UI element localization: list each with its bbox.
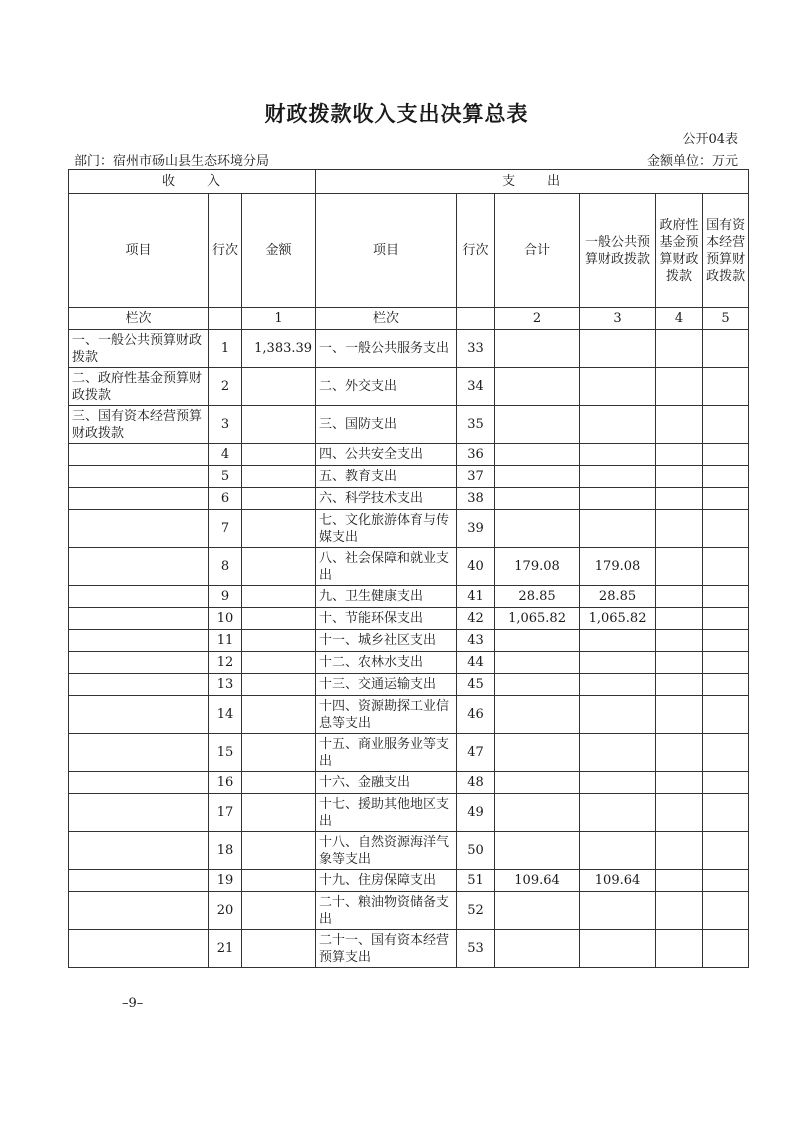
income-row-no: 20 xyxy=(209,892,242,930)
col-label: 栏次 xyxy=(69,308,209,330)
income-item xyxy=(69,794,209,832)
table-row xyxy=(69,466,749,488)
expense-row-no: 49 xyxy=(457,794,495,832)
expense-row-no: 42 xyxy=(457,608,495,630)
expense-item: 六、科学技术支出 xyxy=(316,488,457,510)
general-budget-amount xyxy=(580,368,656,406)
total-amount xyxy=(495,510,580,548)
state-capital-amount xyxy=(703,548,749,586)
column-header-row xyxy=(69,194,749,308)
income-item: 三、国有资本经营预算财政拨款 xyxy=(69,406,209,444)
gov-fund-amount xyxy=(656,548,703,586)
general-budget-amount xyxy=(580,674,656,696)
state-capital-amount xyxy=(703,832,749,870)
expense-header: 支 出 xyxy=(316,170,749,194)
general-budget-amount xyxy=(580,406,656,444)
gov-fund-amount xyxy=(656,674,703,696)
budget-table xyxy=(68,169,749,968)
income-item xyxy=(69,892,209,930)
expense-item-header: 项目 xyxy=(316,194,457,308)
total-amount xyxy=(495,696,580,734)
income-amount xyxy=(242,510,316,548)
expense-item: 十九、住房保障支出 xyxy=(316,870,457,892)
income-amount xyxy=(242,696,316,734)
state-capital-amount xyxy=(703,368,749,406)
table-row xyxy=(69,892,749,930)
col-label: 栏次 xyxy=(316,308,457,330)
income-row-no: 6 xyxy=(209,488,242,510)
income-row-no: 21 xyxy=(209,930,242,968)
gov-fund-amount xyxy=(656,870,703,892)
total-amount xyxy=(495,406,580,444)
gov-fund-amount xyxy=(656,652,703,674)
income-row-no: 8 xyxy=(209,548,242,586)
table-row xyxy=(69,832,749,870)
state-capital-amount xyxy=(703,406,749,444)
gov-fund-amount xyxy=(656,586,703,608)
expense-item: 十、节能环保支出 xyxy=(316,608,457,630)
total-amount xyxy=(495,794,580,832)
income-row-no: 14 xyxy=(209,696,242,734)
gov-fund-amount xyxy=(656,930,703,968)
col-index-5: 5 xyxy=(703,308,749,330)
expense-item: 十一、城乡社区支出 xyxy=(316,630,457,652)
form-number: 公开04表 xyxy=(682,132,738,147)
total-amount xyxy=(495,368,580,406)
expense-row-no: 46 xyxy=(457,696,495,734)
total-amount xyxy=(495,444,580,466)
table-row xyxy=(69,794,749,832)
expense-row-no: 35 xyxy=(457,406,495,444)
income-amount xyxy=(242,734,316,772)
income-row-no: 1 xyxy=(209,330,242,368)
total-amount xyxy=(495,488,580,510)
expense-row-no: 40 xyxy=(457,548,495,586)
income-amount xyxy=(242,368,316,406)
col-index-1: 1 xyxy=(242,308,316,330)
total-amount xyxy=(495,930,580,968)
state-capital-amount xyxy=(703,930,749,968)
expense-item: 十四、资源勘探工业信息等支出 xyxy=(316,696,457,734)
income-item xyxy=(69,930,209,968)
total-amount xyxy=(495,330,580,368)
expense-row-no: 43 xyxy=(457,630,495,652)
state-capital-amount xyxy=(703,444,749,466)
total-header: 合计 xyxy=(495,194,580,308)
expense-item: 三、国防支出 xyxy=(316,406,457,444)
expense-item: 十二、农林水支出 xyxy=(316,652,457,674)
income-item xyxy=(69,696,209,734)
gov-fund-amount xyxy=(656,734,703,772)
total-amount: 109.64 xyxy=(495,870,580,892)
general-budget-amount xyxy=(580,444,656,466)
income-amount xyxy=(242,870,316,892)
gov-fund-amount xyxy=(656,772,703,794)
income-item xyxy=(69,832,209,870)
income-amount-header: 金额 xyxy=(242,194,316,308)
income-amount: 1,383.39 xyxy=(242,330,316,368)
expense-item: 四、公共安全支出 xyxy=(316,444,457,466)
total-amount: 179.08 xyxy=(495,548,580,586)
expense-item: 十七、援助其他地区支出 xyxy=(316,794,457,832)
table-row xyxy=(69,734,749,772)
expense-item: 十三、交通运输支出 xyxy=(316,674,457,696)
table-row xyxy=(69,870,749,892)
income-row-no: 9 xyxy=(209,586,242,608)
state-capital-amount xyxy=(703,510,749,548)
general-budget-amount xyxy=(580,930,656,968)
state-capital-amount xyxy=(703,772,749,794)
income-amount xyxy=(242,406,316,444)
expense-item: 二十、粮油物资储备支出 xyxy=(316,892,457,930)
total-amount: 28.85 xyxy=(495,586,580,608)
income-amount xyxy=(242,488,316,510)
income-item xyxy=(69,870,209,892)
total-amount xyxy=(495,674,580,696)
income-item xyxy=(69,608,209,630)
general-budget-amount xyxy=(580,488,656,510)
gov-fund-amount xyxy=(656,406,703,444)
income-amount xyxy=(242,466,316,488)
expense-row-no: 53 xyxy=(457,930,495,968)
income-amount xyxy=(242,548,316,586)
gov-fund-amount xyxy=(656,368,703,406)
income-amount xyxy=(242,930,316,968)
income-row-no: 17 xyxy=(209,794,242,832)
income-row-no-header: 行次 xyxy=(209,194,242,308)
income-item: 二、政府性基金预算财政拨款 xyxy=(69,368,209,406)
unit-label: 金额单位：万元 xyxy=(646,154,738,169)
gov-fund-header: 政府性基金预算财政拨款 xyxy=(656,194,703,308)
state-capital-amount xyxy=(703,488,749,510)
income-item xyxy=(69,548,209,586)
income-amount xyxy=(242,892,316,930)
total-amount xyxy=(495,892,580,930)
state-capital-amount xyxy=(703,696,749,734)
total-amount xyxy=(495,630,580,652)
income-item xyxy=(69,488,209,510)
state-capital-header: 国有资本经营预算财政拨款 xyxy=(703,194,749,308)
income-item xyxy=(69,444,209,466)
expense-item: 一、一般公共服务支出 xyxy=(316,330,457,368)
gov-fund-amount xyxy=(656,630,703,652)
general-budget-amount xyxy=(580,734,656,772)
expense-row-no: 34 xyxy=(457,368,495,406)
income-row-no: 16 xyxy=(209,772,242,794)
state-capital-amount xyxy=(703,586,749,608)
expense-row-no: 52 xyxy=(457,892,495,930)
income-row-no: 5 xyxy=(209,466,242,488)
state-capital-amount xyxy=(703,330,749,368)
page-title: 财政拨款收入支出决算总表 xyxy=(264,101,529,126)
income-row-no: 3 xyxy=(209,406,242,444)
total-amount xyxy=(495,466,580,488)
table-row xyxy=(69,510,749,548)
income-amount xyxy=(242,832,316,870)
expense-item: 二、外交支出 xyxy=(316,368,457,406)
state-capital-amount xyxy=(703,734,749,772)
gov-fund-amount xyxy=(656,892,703,930)
col-empty xyxy=(209,308,242,330)
col-index-4: 4 xyxy=(656,308,703,330)
gov-fund-amount xyxy=(656,444,703,466)
expense-item: 九、卫生健康支出 xyxy=(316,586,457,608)
table-row xyxy=(69,586,749,608)
income-item xyxy=(69,630,209,652)
income-row-no: 11 xyxy=(209,630,242,652)
table-row xyxy=(69,330,749,368)
expense-item: 七、文化旅游体育与传媒支出 xyxy=(316,510,457,548)
expense-item: 十六、金融支出 xyxy=(316,772,457,794)
table-row xyxy=(69,488,749,510)
state-capital-amount xyxy=(703,794,749,832)
state-capital-amount xyxy=(703,652,749,674)
table-row xyxy=(69,368,749,406)
section-header-row xyxy=(69,170,749,194)
expense-row-no: 45 xyxy=(457,674,495,696)
col-empty xyxy=(457,308,495,330)
table-row xyxy=(69,652,749,674)
income-item xyxy=(69,586,209,608)
gov-fund-amount xyxy=(656,330,703,368)
income-amount xyxy=(242,794,316,832)
income-header: 收 入 xyxy=(69,170,316,194)
total-amount xyxy=(495,772,580,794)
gov-fund-amount xyxy=(656,466,703,488)
income-row-no: 13 xyxy=(209,674,242,696)
general-budget-amount xyxy=(580,832,656,870)
total-amount: 1,065.82 xyxy=(495,608,580,630)
income-item xyxy=(69,734,209,772)
expense-row-no: 47 xyxy=(457,734,495,772)
table-row xyxy=(69,772,749,794)
expense-item: 二十一、国有资本经营预算支出 xyxy=(316,930,457,968)
income-amount xyxy=(242,586,316,608)
table-row xyxy=(69,548,749,586)
table-row xyxy=(69,406,749,444)
expense-item: 十八、自然资源海洋气象等支出 xyxy=(316,832,457,870)
expense-row-no: 37 xyxy=(457,466,495,488)
income-item xyxy=(69,510,209,548)
income-row-no: 2 xyxy=(209,368,242,406)
general-budget-amount xyxy=(580,510,656,548)
general-budget-amount xyxy=(580,892,656,930)
state-capital-amount xyxy=(703,630,749,652)
state-capital-amount xyxy=(703,892,749,930)
income-row-no: 7 xyxy=(209,510,242,548)
income-amount xyxy=(242,772,316,794)
col-index-3: 3 xyxy=(580,308,656,330)
expense-item: 五、教育支出 xyxy=(316,466,457,488)
general-budget-amount xyxy=(580,794,656,832)
expense-item: 八、社会保障和就业支出 xyxy=(316,548,457,586)
col-index-2: 2 xyxy=(495,308,580,330)
income-amount xyxy=(242,674,316,696)
income-row-no: 10 xyxy=(209,608,242,630)
gov-fund-amount xyxy=(656,832,703,870)
general-budget-amount: 28.85 xyxy=(580,586,656,608)
general-budget-amount: 1,065.82 xyxy=(580,608,656,630)
general-budget-amount xyxy=(580,652,656,674)
income-row-no: 4 xyxy=(209,444,242,466)
table-row xyxy=(69,630,749,652)
income-item xyxy=(69,674,209,696)
gov-fund-amount xyxy=(656,510,703,548)
gov-fund-amount xyxy=(656,794,703,832)
income-row-no: 15 xyxy=(209,734,242,772)
expense-row-no: 36 xyxy=(457,444,495,466)
column-index-row xyxy=(69,308,749,330)
general-budget-amount xyxy=(580,330,656,368)
gov-fund-amount xyxy=(656,488,703,510)
total-amount xyxy=(495,832,580,870)
total-amount xyxy=(495,734,580,772)
income-item xyxy=(69,466,209,488)
income-item: 一、一般公共预算财政拨款 xyxy=(69,330,209,368)
expense-row-no: 50 xyxy=(457,832,495,870)
total-amount xyxy=(495,652,580,674)
general-budget-amount xyxy=(580,630,656,652)
table-row xyxy=(69,608,749,630)
income-amount xyxy=(242,652,316,674)
income-row-no: 12 xyxy=(209,652,242,674)
state-capital-amount xyxy=(703,674,749,696)
expense-row-no: 39 xyxy=(457,510,495,548)
state-capital-amount xyxy=(703,608,749,630)
income-item xyxy=(69,652,209,674)
expense-row-no: 44 xyxy=(457,652,495,674)
state-capital-amount xyxy=(703,870,749,892)
general-budget-amount xyxy=(580,772,656,794)
page-number: –9– xyxy=(122,996,144,1011)
gov-fund-amount xyxy=(656,696,703,734)
general-budget-header: 一般公共预算财政拨款 xyxy=(580,194,656,308)
income-row-no: 18 xyxy=(209,832,242,870)
income-row-no: 19 xyxy=(209,870,242,892)
expense-row-no: 33 xyxy=(457,330,495,368)
general-budget-amount xyxy=(580,696,656,734)
general-budget-amount: 179.08 xyxy=(580,548,656,586)
income-amount xyxy=(242,630,316,652)
table-row xyxy=(69,696,749,734)
table-row xyxy=(69,930,749,968)
gov-fund-amount xyxy=(656,608,703,630)
income-item xyxy=(69,772,209,794)
general-budget-amount: 109.64 xyxy=(580,870,656,892)
income-amount xyxy=(242,608,316,630)
table-row xyxy=(69,444,749,466)
expense-row-no: 48 xyxy=(457,772,495,794)
expense-row-no: 38 xyxy=(457,488,495,510)
state-capital-amount xyxy=(703,466,749,488)
department-label: 部门：宿州市砀山县生态环境分局 xyxy=(74,154,270,169)
income-item-header: 项目 xyxy=(69,194,209,308)
expense-row-no-header: 行次 xyxy=(457,194,495,308)
expense-row-no: 41 xyxy=(457,586,495,608)
general-budget-amount xyxy=(580,466,656,488)
income-amount xyxy=(242,444,316,466)
expense-item: 十五、商业服务业等支出 xyxy=(316,734,457,772)
expense-row-no: 51 xyxy=(457,870,495,892)
table-row xyxy=(69,674,749,696)
